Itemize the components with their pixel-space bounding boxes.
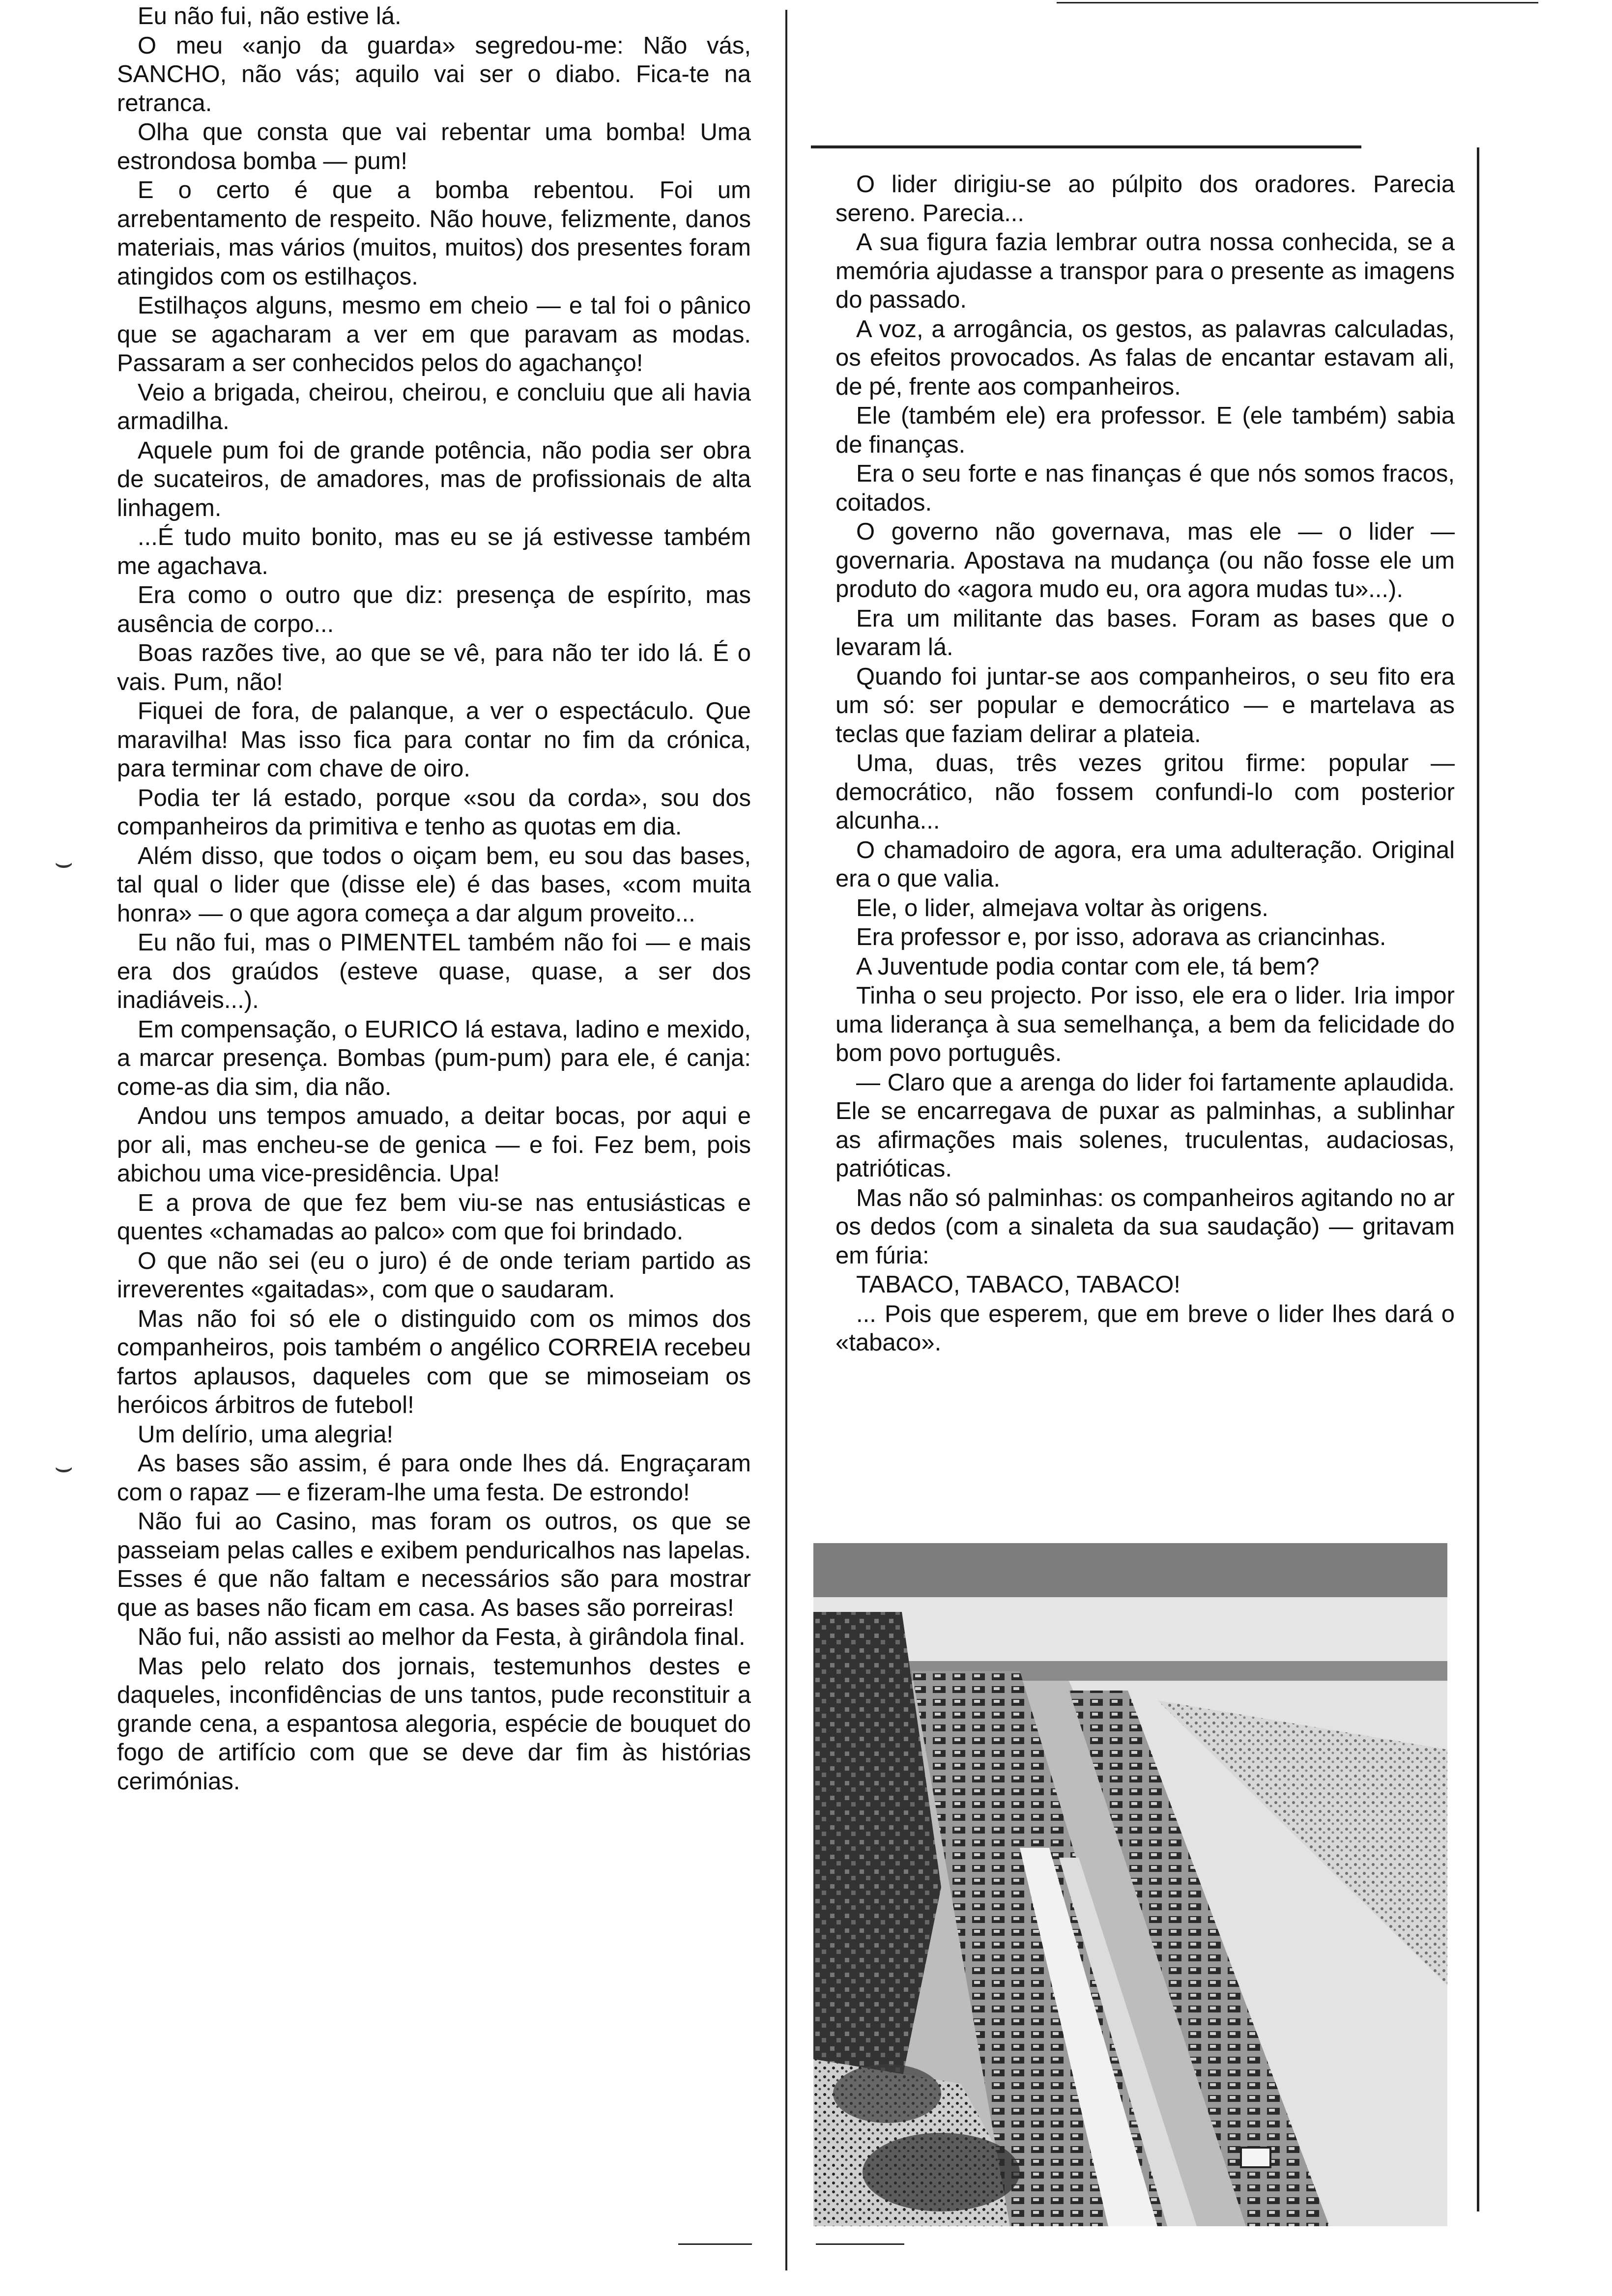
paragraph: Estilhaços alguns, mesmo em cheio — e tal foi o pânico que se agacharam a ver em que paravam as modas. Passaram a ser conhecidos pelos do agachanço! xyxy=(117,292,751,376)
paragraph: E o certo é que a bomba rebentou. Foi um arrebentamento de respeito. Não houve, felizmente, danos materiais, mas vários (muitos, muitos) dos presentes foram atingidos com os estilhaços. xyxy=(117,177,751,290)
paragraph: Era um militante das bases. Foram as bases que o levaram lá. xyxy=(835,605,1455,660)
paragraph: O chamadoiro de agora, era uma adulteração. Original era o que valia. xyxy=(835,836,1455,892)
paragraph: Veio a brigada, cheirou, cheirou, e concluiu que ali havia armadilha. xyxy=(117,379,751,434)
paragraph: ...É tudo muito bonito, mas eu se já estivesse também me agachava. xyxy=(117,524,751,579)
paragraph: A Juventude podia contar com ele, tá bem? xyxy=(856,953,1320,980)
paragraph: Podia ter lá estado, porque «sou da corda», sou dos companheiros da primitiva e tenho as quotas em dia. xyxy=(117,784,751,840)
bottom-rule-right xyxy=(816,2243,904,2245)
paragraph: Ele, o lider, almejava voltar às origens. xyxy=(856,894,1268,921)
paragraph: O lider dirigiu-se ao púlpito dos oradores. Parecia sereno. Parecia... xyxy=(835,171,1455,227)
paragraph: O meu «anjo da guarda» segredou-me: Não vás, SANCHO, não vás; aquilo vai ser o diabo. Fica-te na retranca. xyxy=(117,32,751,116)
paragraph: Tinha o seu projecto. Por isso, ele era o lider. Iria impor uma liderança à sua semelhança, a bem da felicidade do bom povo português. xyxy=(835,982,1455,1066)
margin-mark: ⌣ xyxy=(54,846,74,879)
paragraph: Em compensação, o EURICO lá estava, ladino e mexido, a marcar presença. Bombas (pum-pum) para ele, é canja: come-as dia sim, dia não. xyxy=(117,1016,751,1100)
paragraph: Um delírio, uma alegria! xyxy=(138,1421,394,1448)
paragraph: O que não sei (eu o juro) é de onde teriam partido as irreverentes «gaitadas», com que o saudaram. xyxy=(117,1247,751,1303)
paragraph: Além disso, que todos o oiçam bem, eu sou das bases, tal qual o lider que (disse ele) é das bases, «com muita honra» — o que agora começa a dar algum proveito... xyxy=(117,842,751,927)
column-divider xyxy=(785,10,787,2270)
paragraph: Boas razões tive, ao que se vê, para não ter ido lá. É o vais. Pum, não! xyxy=(117,640,751,695)
paragraph: Ele (também ele) era professor. E (ele também) sabia de finanças. xyxy=(835,402,1455,458)
paragraph: Mas não foi só ele o distinguido com os mimos dos companheiros, pois também o angélico CORREIA recebeu fartos aplausos, daqueles com que se mimoseiam os heróicos árbitros de futebol! xyxy=(117,1305,751,1418)
paragraph: Não fui ao Casino, mas foram os outros, os que se passeiam pelas calles e exibem penduricalhos nas lapelas. Esses é que não faltam e necessários são para mostrar que as bases não ficam em casa. As bases são porreiras! xyxy=(117,1508,751,1621)
paragraph: Eu não fui, não estive lá. xyxy=(138,3,402,29)
paragraph: E a prova de que fez bem viu-se nas entusiásticas e quentes «chamadas ao palco» com que foi brindado. xyxy=(117,1189,751,1245)
right-edge-rule xyxy=(1477,147,1479,2211)
left-column xyxy=(117,2,751,1796)
top-thin-rule xyxy=(1057,2,1538,3)
street-photo xyxy=(813,1543,1447,2226)
right-column xyxy=(835,170,1455,1358)
paragraph: Era professor e, por isso, adorava as criancinhas. xyxy=(856,924,1386,950)
paragraph: TABACO, TABACO, TABACO! xyxy=(856,1271,1180,1298)
margin-mark: ⌣ xyxy=(54,1450,74,1483)
paragraph: Não fui, não assisti ao melhor da Festa, à girândola final. xyxy=(138,1624,746,1650)
paragraph: As bases são assim, é para onde lhes dá. Engraçaram com o rapaz — e fizeram-lhe uma festa. De estrondo! xyxy=(117,1450,751,1506)
paragraph: Mas pelo relato dos jornais, testemunhos destes e daqueles, inconfidências de uns tantos, pude reconstituir a grande cena, a espantosa alegoria, espécie de bouquet do fogo de artifício com que se deve dar fim às histórias cerimónias. xyxy=(117,1653,751,1795)
paragraph: A sua figura fazia lembrar outra nossa conhecida, se a memória ajudasse a transpor para o presente as imagens do passado. xyxy=(835,229,1455,313)
paragraph: Andou uns tempos amuado, a deitar bocas, por aqui e por ali, mas encheu-se de genica — e foi. Fez bem, pois abichou uma vice-presidência. Upa! xyxy=(117,1103,751,1187)
paragraph: O governo não governava, mas ele — o lider — governaria. Apostava na mudança (ou não fosse ele um produto do «agora mudo eu, ora agora mudas tu»...). xyxy=(835,518,1455,603)
paragraph: Era o seu forte e nas finanças é que nós somos fracos, coitados. xyxy=(835,460,1455,516)
paragraph: Uma, duas, três vezes gritou firme: popular — democrático, não fossem confundi-lo com posterior alcunha... xyxy=(835,750,1455,834)
paragraph: Aquele pum foi de grande potência, não podia ser obra de sucateiros, de amadores, mas de profissionais de alta linhagem. xyxy=(117,437,751,521)
top-rule xyxy=(811,145,1361,148)
paragraph: ... Pois que esperem, que em breve o lider lhes dará o «tabaco». xyxy=(835,1300,1455,1356)
paragraph: Era como o outro que diz: presença de espírito, mas ausência de corpo... xyxy=(117,582,751,637)
paragraph: Olha que consta que vai rebentar uma bomba! Uma estrondosa bomba — pum! xyxy=(117,119,751,174)
paragraph: Fiquei de fora, de palanque, a ver o espectáculo. Que maravilha! Mas isso fica para contar no fim da crónica, para terminar com chave de oiro. xyxy=(117,698,751,782)
paragraph: A voz, a arrogância, os gestos, as palavras calculadas, os efeitos provocados. As falas de encantar estavam ali, de pé, frente aos companheiros. xyxy=(835,316,1455,400)
paragraph: — Claro que a arenga do lider foi fartamente aplaudida. Ele se encarregava de puxar as palminhas, a sublinhar as afirmações mais solenes, truculentas, audaciosas, patrióticas. xyxy=(835,1069,1455,1182)
paragraph: Eu não fui, mas o PIMENTEL também não foi — e mais era dos graúdos (esteve quase, quase, a ser dos inadiáveis...). xyxy=(117,929,751,1013)
bottom-rule xyxy=(678,2243,752,2245)
paragraph: Mas não só palminhas: os companheiros agitando no ar os dedos (com a sinaleta da sua saudação) — gritavam em fúria: xyxy=(835,1184,1455,1269)
paragraph: Quando foi juntar-se aos companheiros, o seu fito era um só: ser popular e democrático — e martelava as teclas que faziam delirar a plateia. xyxy=(835,663,1455,747)
